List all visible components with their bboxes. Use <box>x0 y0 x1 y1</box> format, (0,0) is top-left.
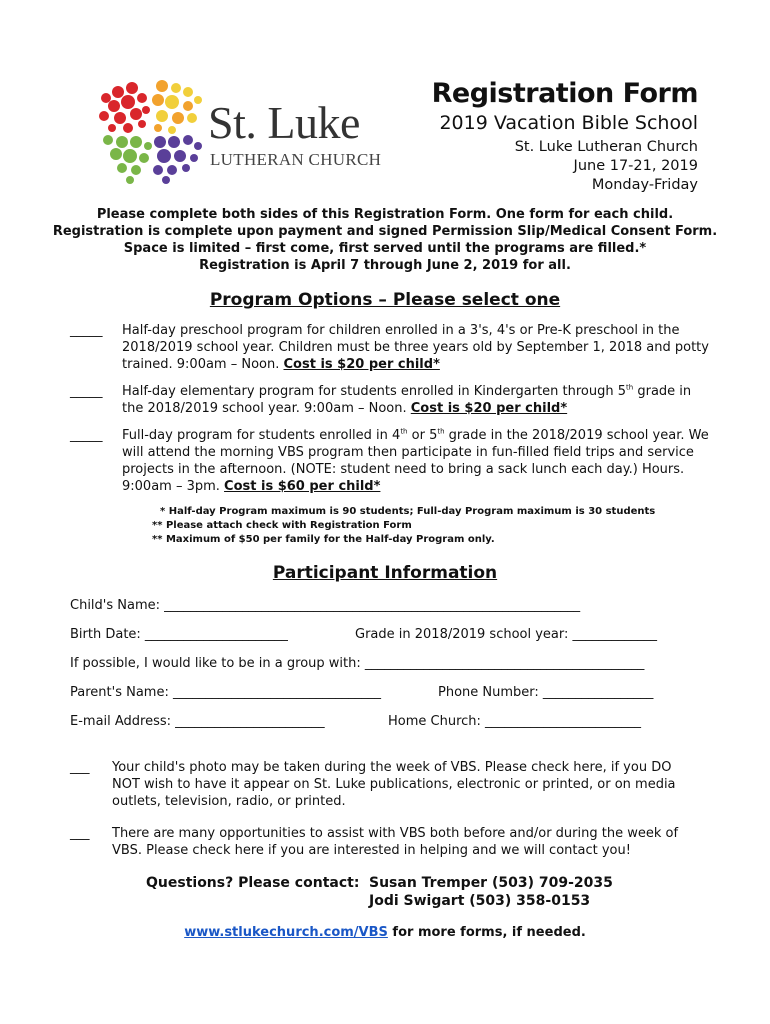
preschool-select-blank[interactable]: _____ <box>70 323 103 338</box>
volunteer-text: There are many opportunities to assist with VBS both before and/or during the week of VBS. Please check here if you are interested in helping and we will contact you! <box>112 826 679 858</box>
birth-date-field[interactable]: Birth Date: ______________________ <box>70 627 288 642</box>
church-name: St. Luke Lutheran Church <box>514 139 698 155</box>
event-days: Monday-Friday <box>591 177 698 193</box>
volunteer-checkbox[interactable]: ___ <box>70 826 90 841</box>
contact-person: Jodi Swigart (503) 358-0153 <box>369 893 591 909</box>
elementary-option-text: Half-day elementary program for students enrolled in Kindergarten through 5th grade in the 2018/2019 school year. 9:00am – Noon. Cost is $20 per child* <box>122 383 692 416</box>
logo-subtitle: LUTHERAN CHURCH <box>210 150 382 169</box>
program-note: ** Please attach check with Registration Form <box>152 520 412 531</box>
fullday-select-blank[interactable]: _____ <box>70 428 103 443</box>
intro-line: Registration is complete upon payment and signed Permission Slip/Medical Consent Form. <box>52 224 718 239</box>
elementary-cost: Cost is $20 per child* <box>410 401 568 416</box>
form-subtitle: 2019 Vacation Bible School <box>439 112 698 134</box>
logo-name: St. Luke <box>208 97 360 148</box>
vbs-website-link[interactable]: www.stlukechurch.com/VBS <box>184 925 388 940</box>
preschool-option-text: Half-day preschool program for children enrolled in a 3's, 4's or Pre-K preschool in the 2018/2019 school year. Children must be three years old by September 1, 2018 and potty trained. 9:00am – Noon. Cost is $20 per child* <box>122 323 709 372</box>
phone-field[interactable]: Phone Number: _________________ <box>438 685 654 700</box>
program-options-heading: Program Options – Please select one <box>209 290 561 310</box>
intro-instructions <box>0 206 770 274</box>
contact-person: Susan Tremper (503) 709-2035 <box>369 875 613 891</box>
forms-link-line: www.stlukechurch.com/VBS for more forms, if needed. <box>184 925 586 940</box>
home-church-field[interactable]: Home Church: ________________________ <box>388 714 642 729</box>
photo-optout-text: Your child's photo may be taken during the week of VBS. Please check here, if you DO NOT wish to have it appear on St. Luke publications, electronic or printed, or on media outlets, television, radio, or printed. <box>112 760 676 809</box>
email-field[interactable]: E-mail Address: _______________________ <box>70 714 325 729</box>
intro-line: Please complete both sides of this Registration Form. One form for each child. <box>96 207 674 222</box>
parent-name-field[interactable]: Parent's Name: ________________________________ <box>70 685 381 700</box>
child-name-field[interactable]: Child's Name: ________________________________________________________________ <box>70 598 581 613</box>
form-title: Registration Form <box>431 78 698 109</box>
preschool-cost: Cost is $20 per child* <box>283 357 440 372</box>
program-note: * Half-day Program maximum is 90 students; Full-day Program maximum is 30 students <box>160 506 656 517</box>
elementary-select-blank[interactable]: _____ <box>70 384 103 399</box>
participant-info-heading: Participant Information <box>272 563 498 583</box>
intro-line: Registration is April 7 through June 2, 2019 for all. <box>199 258 571 273</box>
fullday-cost: Cost is $60 per child* <box>224 479 381 494</box>
intro-line: Space is limited – first come, first served until the programs are filled.* <box>123 241 647 256</box>
group-with-field[interactable]: If possible, I would like to be in a group with: ___________________________________________ <box>70 656 645 671</box>
photo-optout-checkbox[interactable]: ___ <box>70 760 90 775</box>
contact-label: Questions? Please contact: <box>146 875 360 891</box>
grade-field[interactable]: Grade in 2018/2019 school year: _____________ <box>355 627 658 642</box>
event-dates: June 17-21, 2019 <box>573 158 698 174</box>
fullday-option-text: Full-day program for students enrolled in 4th or 5th grade in the 2018/2019 school year. We will attend the morning VBS program then participate in fun-filled field trips and service projects in the afternoon. (NOTE: student need to bring a sack lunch each day.) Hours. 9:00am – 3pm. Cost is $60 per child* <box>122 427 709 494</box>
logo-cross-dots <box>99 80 202 184</box>
program-note: ** Maximum of $50 per family for the Half-day Program only. <box>152 534 495 545</box>
